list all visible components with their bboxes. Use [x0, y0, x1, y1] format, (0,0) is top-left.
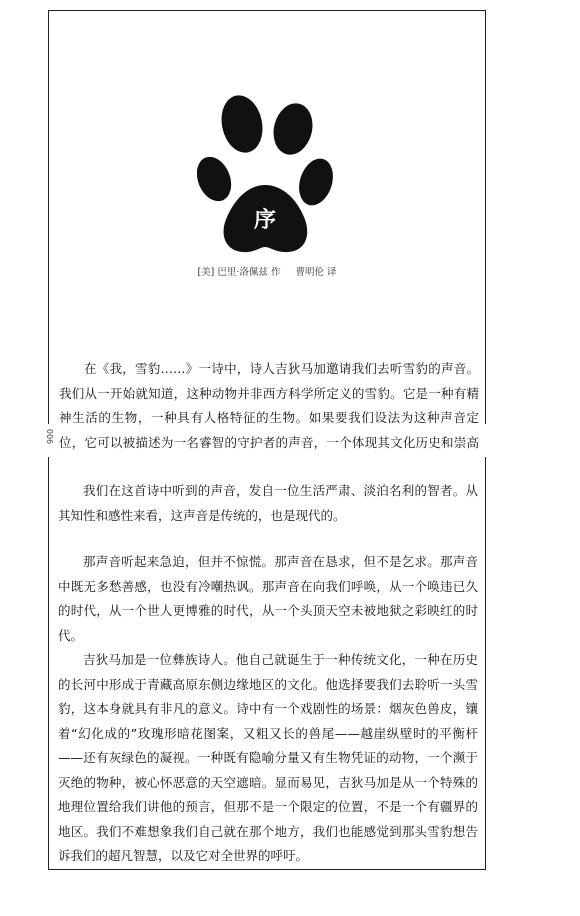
paragraph-2: 我们在这首诗中听到的声音，发自一位生活严肃、淡泊名利的智者。从其知性和感性来看，这声音是传统的，也是现代的。	[58, 483, 478, 523]
page-number: 006	[45, 428, 55, 445]
byline	[49, 264, 485, 278]
paw-print-icon	[197, 93, 333, 253]
paragraph-1: 在《我，雪豹……》一诗中，诗人吉狄马加邀请我们去听雪豹的声音。我们从一开始就知道，这种动物并非西方科学所定义的雪豹。它是一种有精神生活的生物，一种具有人格特征的生物。如果要我们设法为这种声音定位，它可以被描述为一名睿智的守护者的声音，一个体现其文化历史和崇高	[59, 361, 479, 450]
paragraph-4: 吉狄马加是一位彝族诗人。他自己就诞生于一种传统文化，一种在历史的长河中形成于青藏高原东侧边缘地区的文化。他选择要我们去聆听一头雪豹，这本身就具有非凡的意义。诗中有一个戏剧性的场景：烟灰色兽皮，镶着“幻化成的”玫瑰形暗花图案，又粗又长的兽尾——越崖纵壁时的平衡杆——还有灰绿色的凝视。一种既有隐喻分量又有生物凭证的动物，一个濒于灭绝的物种，被心怀恶意的天空遮暗。显而易见，吉狄马加是从一个特殊的地理位置给我们讲他的预言，但那不是一个限定的位置，不是一个有疆界的地区。我们不难想象我们自己就在那个地方，我们也能感觉到那头雪豹想告诉我们的超凡智慧，以及它对全世界的呼吁。	[58, 652, 478, 863]
paragraph-3: 那声音听起来急迫，但并不惊慌。那声音在恳求，但不是乞求。那声音中既无多愁善感，也没有冷嘲热讽。那声音在向我们呼唤，从一个唤违已久的时代，从一个世人更博雅的时代，从一个头顶天空未被地狱之彩映红的时代。	[58, 554, 478, 643]
translator-credit: 曹明伦 译	[295, 267, 337, 278]
author-credit: [美] 巴里·洛佩兹 作	[197, 267, 281, 278]
chapter-title: 序	[253, 208, 276, 233]
